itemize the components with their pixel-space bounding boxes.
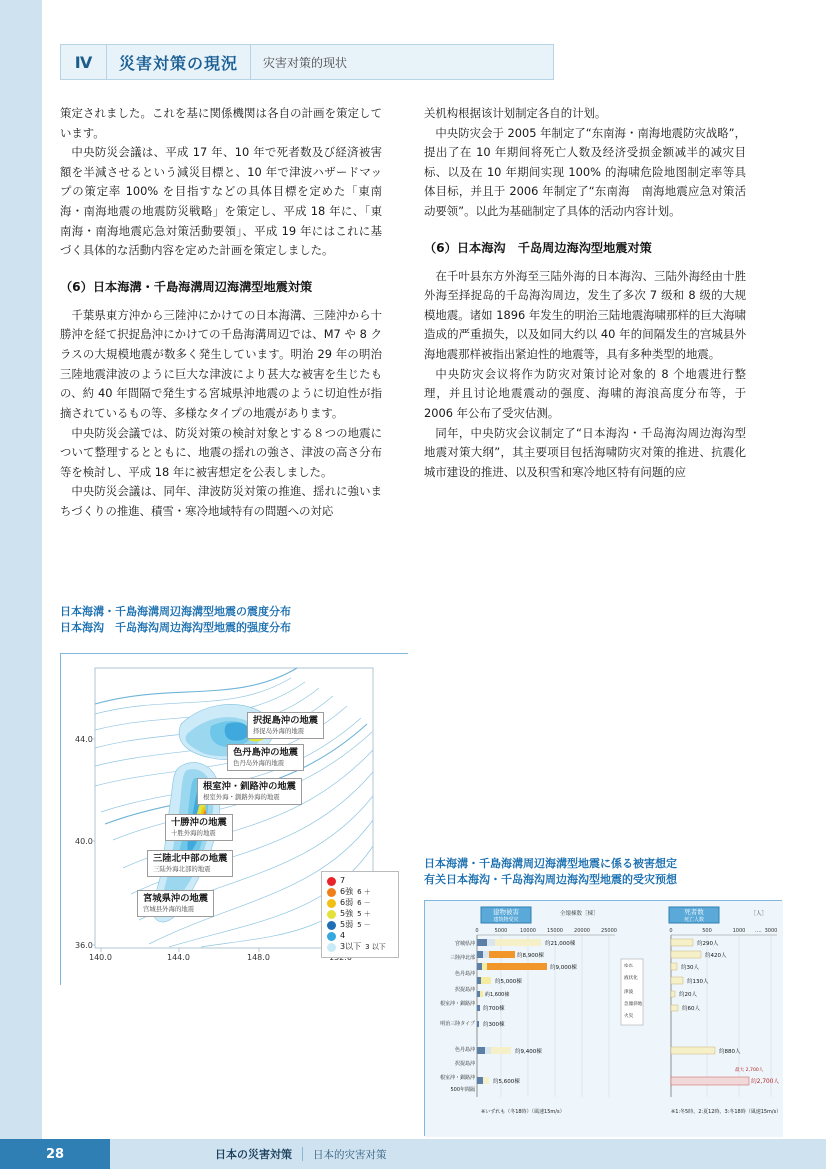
svg-text:約290人: 約290人 [697, 941, 719, 947]
chapter-title-cn: 灾害对策的现状 [263, 55, 348, 70]
svg-text:約20人: 約20人 [679, 992, 697, 998]
legend-label: 4 [340, 931, 346, 941]
svg-text:500年間隔: 500年間隔 [450, 1087, 475, 1093]
svg-text:約1,600棟: 約1,600棟 [485, 992, 510, 998]
legend-label: 3以下 [340, 942, 362, 952]
svg-text:5000: 5000 [494, 928, 508, 934]
paragraph: 在千叶县东方外海至三陆外海的日本海沟、三陆外海经由十胜外海至择捉岛的千岛海沟周边，发生了多次 7 级和 8 级的大规模地震。诸如 1896 年发生的明治三陆地震海啸那样的巨大海啸造成的严重损失，以及如同大约以 40 年的间隔发生的宫城县外海地震那样被指出紧迫性的地震等，具有多种类型的地震。 [424, 268, 746, 362]
svg-text:択捉島沖: 択捉島沖 [454, 987, 475, 993]
callout-sub: 宫城县外海的地震 [143, 904, 195, 913]
svg-text:建物被害: 建物被害 [493, 908, 519, 916]
page-footer [0, 1129, 826, 1169]
callout-title: 根室沖・釧路沖の地震 [203, 781, 296, 792]
chart-caption-jp: 日本海溝・千島海溝周辺海溝型地震に係る被害想定 [424, 857, 677, 870]
chart-note-left: ※いずれも（冬18時）（風速15m/s） [481, 1109, 565, 1115]
map-figure-caption [60, 604, 400, 636]
svg-text:宮城県沖: 宮城県沖 [454, 941, 475, 947]
paragraph: 中央防災会議は、同年、津波防災対策の推進、揺れに強いまちづくりの推進、積雪・寒冷地域特有の問題への対応 [60, 484, 382, 518]
svg-text:約2,700人: 約2,700人 [751, 1079, 780, 1085]
map-caption-jp: 日本海溝・千島海溝周辺海溝型地震の震度分布 [60, 605, 291, 618]
chapter-title-jp: 災害対策の現況 [107, 45, 251, 79]
svg-text:約5,000棟: 約5,000棟 [495, 979, 522, 985]
svg-text:約880人: 約880人 [719, 1049, 741, 1055]
svg-text:約9,000棟: 約9,000棟 [550, 965, 577, 971]
svg-text:140.0: 140.0 [89, 953, 112, 962]
svg-text:建筑物受灾: 建筑物受灾 [493, 917, 519, 923]
map-callout-shikotan [227, 744, 304, 771]
svg-text:約130人: 約130人 [687, 979, 709, 985]
callout-title: 色丹島沖の地震 [233, 747, 299, 758]
callout-title: 十勝沖の地震 [171, 817, 227, 828]
legend-label: 5強 [340, 909, 354, 919]
svg-text:根室沖・釧路沖: 根室沖・釧路沖 [439, 1075, 475, 1081]
legend-sub: 5 ＋ [357, 909, 371, 918]
legend-sub: 6 － [357, 898, 371, 907]
svg-text:約60人: 約60人 [682, 1006, 700, 1012]
legend-swatch-icon [327, 888, 336, 897]
svg-text:死者数: 死者数 [684, 908, 704, 916]
callout-sub: 十胜外海的地震 [171, 828, 216, 837]
svg-text:火災: 火災 [624, 1014, 634, 1019]
svg-text:‥‥: ‥‥ [755, 928, 762, 934]
legend-swatch-icon [327, 899, 336, 908]
footer-strip [110, 1139, 826, 1169]
svg-text:約5,600棟: 約5,600棟 [493, 1079, 520, 1085]
paragraph: 策定されました。これを基に関係機関は各自の計画を策定しています。 [60, 106, 382, 140]
map-callout-sanriku [147, 850, 233, 877]
callout-title: 択捉島沖の地震 [253, 715, 319, 726]
page-header [60, 44, 554, 80]
legend-swatch-icon [327, 877, 336, 886]
map-caption-cn: 日本海沟 千岛海沟周边海沟型地震的强度分布 [60, 620, 291, 634]
svg-text:36.0: 36.0 [75, 941, 93, 950]
chart-figure-caption [424, 856, 784, 888]
svg-text:約300棟: 約300棟 [483, 1022, 505, 1028]
legend-swatch-icon [327, 921, 336, 930]
svg-text:0: 0 [669, 928, 673, 934]
legend-label: 7 [340, 876, 346, 886]
svg-text:根室沖・釧路沖: 根室沖・釧路沖 [439, 1001, 475, 1007]
legend-item [327, 898, 393, 909]
svg-text:0: 0 [475, 928, 479, 934]
section-heading-jp: （6）日本海溝・千島海溝周辺海溝型地震対策 [60, 279, 313, 294]
footer-divider [302, 1147, 303, 1161]
svg-text:［人］: ［人］ [750, 911, 767, 917]
svg-text:約700棟: 約700棟 [483, 1006, 505, 1012]
svg-text:1000: 1000 [732, 928, 746, 934]
svg-text:25000: 25000 [601, 928, 617, 934]
svg-text:40.0: 40.0 [75, 837, 93, 846]
callout-sub: 三陆外海北部的地震 [153, 864, 211, 873]
right-text-column [424, 104, 746, 482]
damage-estimate-chart [424, 900, 782, 1136]
legend-label: 5弱 [340, 920, 354, 930]
svg-text:択捉島沖: 択捉島沖 [454, 1061, 475, 1067]
svg-text:148.0: 148.0 [247, 953, 270, 962]
paragraph: 中央防灾会议将作为防灾对策讨论对象的 8 个地震进行整理，并且讨论地震震动的强度、海啸的海浪高度分布等，于 2006 年公布了受灾估测。 [424, 366, 746, 420]
legend-item [327, 920, 393, 931]
svg-text:全壊棟数［棟］: 全壊棟数［棟］ [560, 911, 599, 917]
svg-text:20000: 20000 [574, 928, 590, 934]
left-text-column [60, 104, 382, 522]
callout-sub: 根室外海・釧路外海的地震 [203, 792, 280, 801]
svg-text:500: 500 [702, 928, 712, 934]
chart-caption-cn: 有关日本海沟・千岛海沟周边海沟型地震的受灾预想 [424, 872, 677, 886]
chart-svg [425, 901, 783, 1137]
chapter-number: Ⅳ [61, 45, 107, 79]
svg-text:約9,400棟: 約9,400棟 [515, 1049, 542, 1055]
legend-item [327, 942, 393, 953]
svg-text:3000: 3000 [764, 928, 778, 934]
legend-swatch-icon [327, 943, 336, 952]
paragraph: 中央防灾会于 2005 年制定了“东南海・南海地震防灾战略”，提出了在 10 年期间将死亡人数及经济受损金额减半的减灾目标、以及在 10 年期间实现 100% 的海啸危险地图制定率等具体目标，并且于 2006 年制定了“东南海 南海地震应急对策活动要领”。以此为基础制定了具体的活动内容计划。 [424, 125, 746, 219]
paragraph: 同年，中央防灾会议制定了“日本海沟・千岛海沟周边海沟型地震对策大纲”，其主要项目包括海啸防灾对策的推进、抗震化城市建设的推进、以及积雪和寒冷地区特有问题的应 [424, 425, 746, 479]
map-callout-nemuro-kushiro [197, 778, 302, 805]
svg-text:液状化: 液状化 [624, 976, 638, 981]
callout-title: 三陸北中部の地震 [153, 853, 228, 864]
callout-title: 宮城県沖の地震 [143, 893, 209, 904]
svg-text:15000: 15000 [547, 928, 563, 934]
callout-sub: 择捉岛外海的地震 [253, 726, 305, 735]
svg-text:ゆれ: ゆれ [624, 964, 634, 969]
paragraph: 中央防災会議では、防災対策の検討対象とする８つの地震について整理するとともに、地震の揺れの強さ、津波の高さ分布等を検討し、平成 18 年に被害想定を公表しました。 [60, 425, 382, 479]
legend-label: 6弱 [340, 898, 354, 908]
svg-text:死亡人数: 死亡人数 [683, 917, 705, 923]
map-callout-miyagi [137, 890, 214, 917]
svg-text:約21,000棟: 約21,000棟 [545, 941, 576, 947]
svg-text:三陸沖北部: 三陸沖北部 [449, 955, 475, 961]
svg-text:約8,900棟: 約8,900棟 [517, 953, 544, 959]
svg-text:144.0: 144.0 [167, 953, 190, 962]
svg-text:最大 2,700人: 最大 2,700人 [735, 1068, 764, 1073]
legend-sub: 3 以下 [365, 942, 386, 951]
svg-text:約420人: 約420人 [705, 953, 727, 959]
legend-item [327, 931, 393, 942]
seismic-intensity-map [60, 653, 408, 985]
legend-swatch-icon [327, 932, 336, 941]
legend-label: 6強 [340, 887, 354, 897]
footer-title-cn: 日本的灾害对策 [313, 1148, 387, 1161]
legend-item [327, 887, 393, 898]
legend-sub: 6 ＋ [357, 887, 371, 896]
svg-text:明治三陸タイプ: 明治三陸タイプ [440, 1021, 475, 1027]
svg-text:約30人: 約30人 [681, 965, 699, 971]
svg-text:10000: 10000 [520, 928, 536, 934]
section-heading-cn: （6）日本海沟 千岛周边海沟型地震对策 [424, 240, 652, 255]
map-callout-tokachi [165, 814, 233, 841]
legend-sub: 5 － [357, 920, 371, 929]
map-legend [321, 871, 399, 958]
footer-title-jp: 日本の災害対策 [215, 1148, 292, 1161]
map-callout-etorofu [247, 712, 324, 739]
paragraph: 千葉県東方沖から三陸沖にかけての日本海溝、三陸沖から十勝沖を経て択捉島沖にかけての千島海溝周辺では、M7 や 8 クラスの大規模地震が数多く発生しています。明治 29 年の明治三陸地震津波のように巨大な津波により甚大な被害を生じたもの、約 40 年間隔で発生する宮城県沖地震のように切迫性が指摘されているもの等、多様なタイプの地震があります。 [60, 307, 382, 420]
svg-text:津波: 津波 [624, 990, 634, 995]
svg-text:44.0: 44.0 [75, 735, 93, 744]
callout-sub: 色丹岛外海的地震 [233, 758, 285, 767]
svg-text:色丹島沖: 色丹島沖 [454, 1047, 475, 1053]
legend-item [327, 909, 393, 920]
page-number: 28 [0, 1139, 110, 1169]
svg-text:急傾斜地: 急傾斜地 [624, 1002, 643, 1007]
left-decorative-bar [0, 0, 42, 1169]
paragraph: 关机构根据该计划制定各自的计划。 [424, 106, 607, 120]
legend-item [327, 876, 393, 887]
svg-text:色丹島沖: 色丹島沖 [454, 971, 475, 977]
chart-note-right: ※1:冬5時、2:夏12時、3:冬18時（風速15m/s） [671, 1109, 782, 1115]
paragraph: 中央防災会議は、平成 17 年、10 年で死者数及び経済被害額を半減させるという減災目標と、10 年で津波ハザードマップの策定率 100% を目指すなどの具体目標を定めた「東南海・南海地震の地震防災戦略」を策定し、平成 18 年に、「東南海・南海地震応急対策活動要領」、平成 19 年にはこれに基づく具体的な活動内容を定めた計画を策定しました。 [60, 145, 382, 258]
legend-swatch-icon [327, 910, 336, 919]
